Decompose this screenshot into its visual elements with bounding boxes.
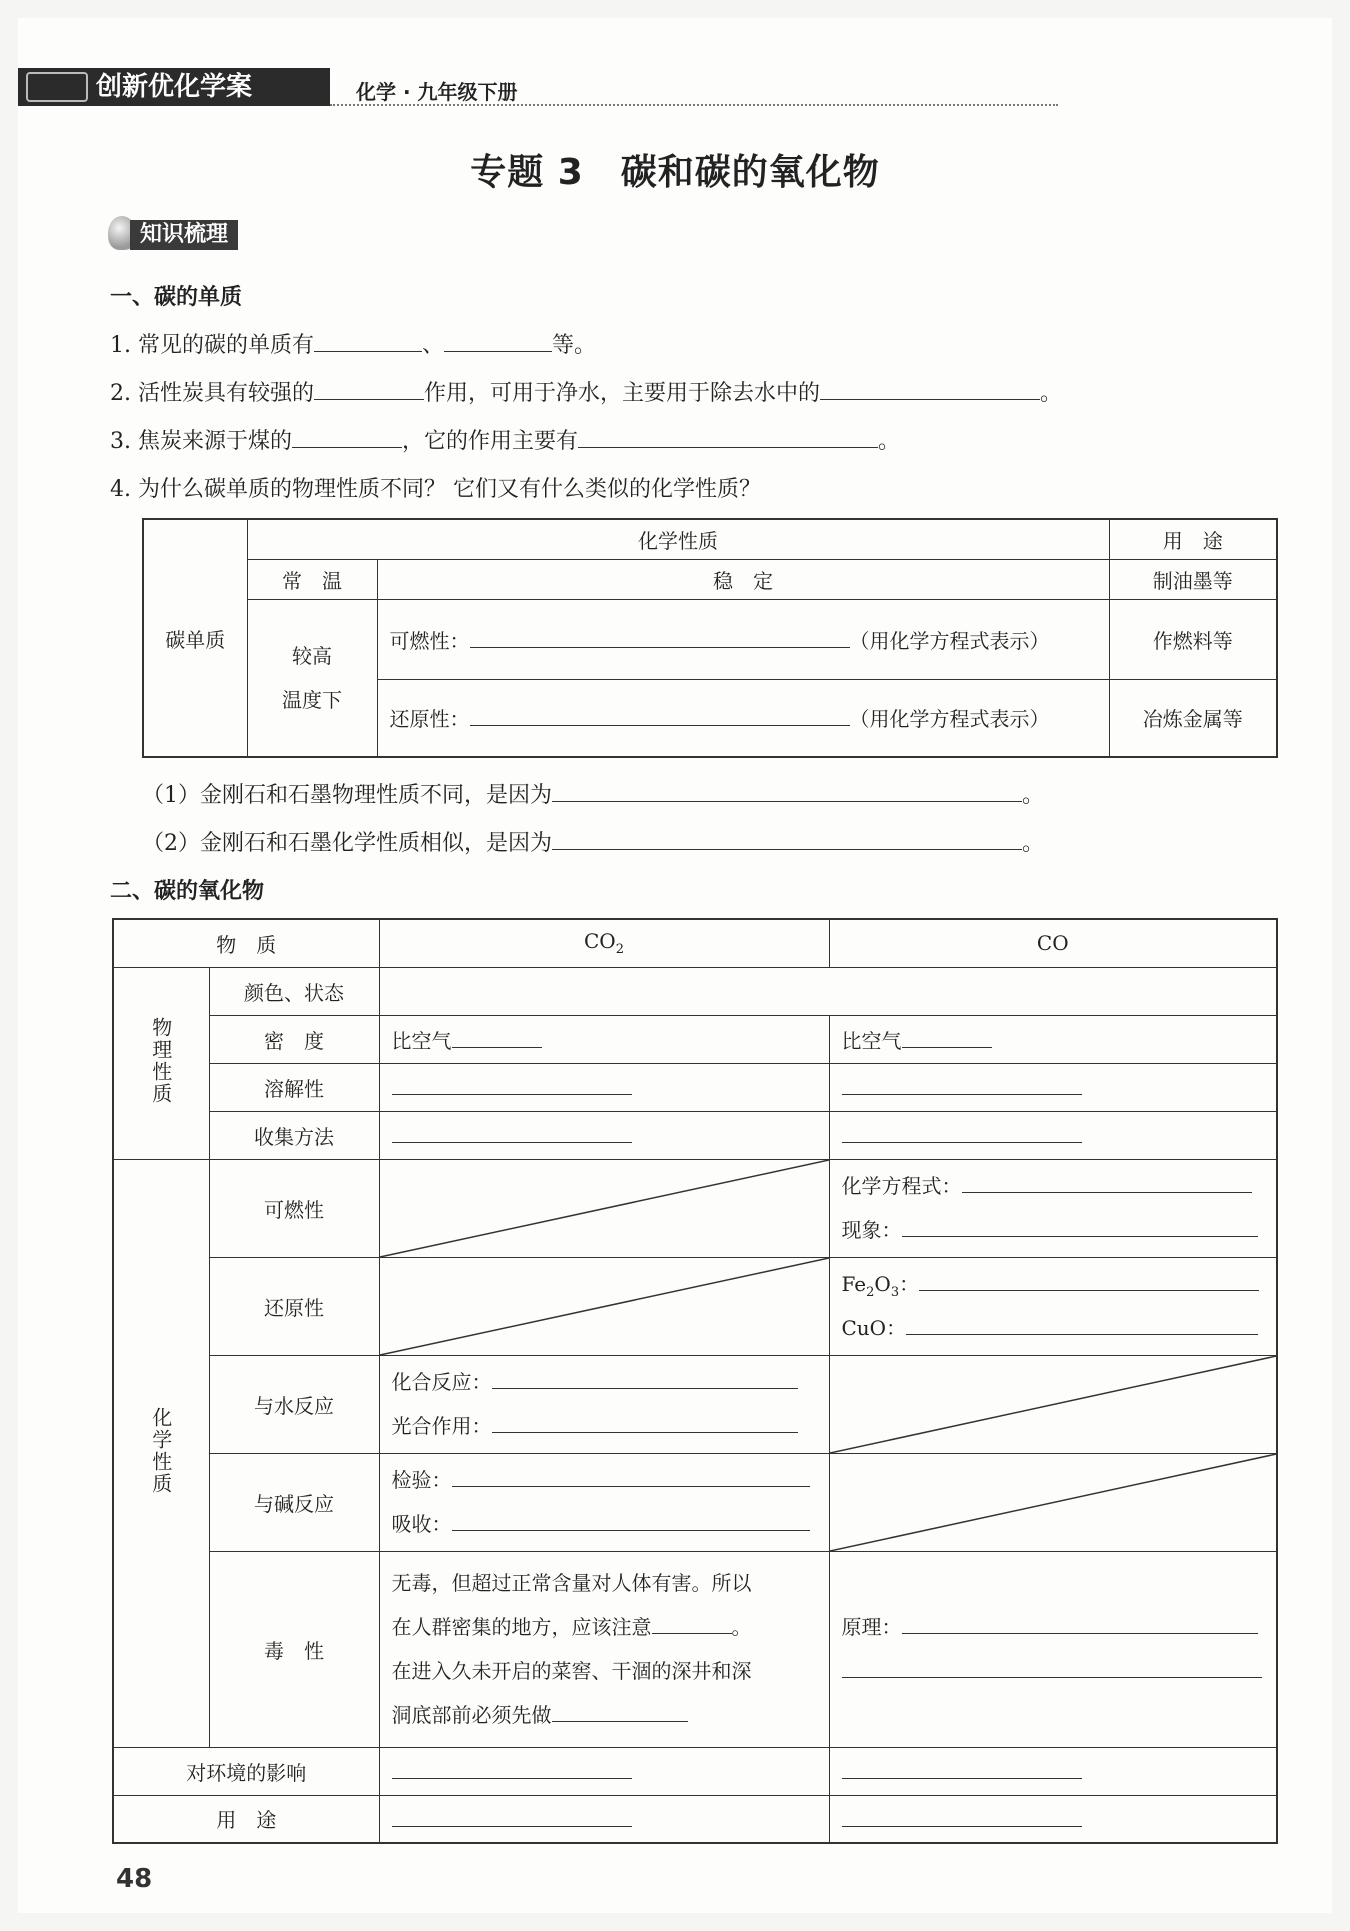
solubility-label: 溶解性	[209, 1063, 379, 1111]
answer-blank[interactable]	[492, 1412, 798, 1433]
answer-blank[interactable]	[392, 1806, 632, 1827]
diagonal-line	[380, 1160, 829, 1257]
equation-blank[interactable]	[470, 627, 850, 648]
subject-label: 化学 · 九年级下册	[356, 80, 518, 104]
answer-blank[interactable]	[820, 377, 1040, 400]
stable-label: 稳 定	[377, 559, 1109, 599]
answer-blank[interactable]	[842, 1657, 1262, 1678]
use-ink: 制油墨等	[1109, 559, 1277, 599]
answer-blank[interactable]	[452, 1027, 542, 1048]
collection-label: 收集方法	[209, 1111, 379, 1159]
answer-blank[interactable]	[842, 1806, 1082, 1827]
diagonal-line	[380, 1258, 829, 1355]
row-head-carbon-element: 碳单质	[143, 519, 247, 757]
color-state-label: 颜色、状态	[209, 967, 379, 1015]
co2-solubility-cell	[379, 1063, 829, 1111]
co-toxicity-cell: 原理：	[829, 1551, 1277, 1747]
brand-logo-icon	[26, 72, 88, 102]
co2-density-cell: 比空气	[379, 1015, 829, 1063]
equation-blank[interactable]	[470, 705, 850, 726]
question-1: 1. 常见的碳的单质有 、 等。	[110, 328, 596, 359]
diagonal-line	[830, 1454, 1277, 1551]
answer-blank[interactable]	[392, 1122, 632, 1143]
combustibility-label: 可燃性	[209, 1159, 379, 1257]
section-tag-label: 知识梳理	[130, 220, 238, 250]
combustibility-row: 可燃性： （用化学方程式表示）	[377, 599, 1109, 679]
high-temperature-label: 较高 温度下	[247, 599, 377, 757]
physical-properties-label: 物理性质	[113, 967, 209, 1159]
answer-blank[interactable]	[392, 1758, 632, 1779]
col-head-chemical-properties: 化学性质	[247, 519, 1109, 559]
answer-blank[interactable]	[492, 1368, 798, 1389]
color-state-cell[interactable]	[379, 967, 1277, 1015]
answer-blank[interactable]	[919, 1270, 1259, 1291]
col-head-uses: 用 途	[1109, 519, 1277, 559]
use-fuel: 作燃料等	[1109, 599, 1277, 679]
page-header	[18, 68, 1058, 108]
question-3: 3. 焦炭来源于煤的 ，它的作用主要有 。	[110, 424, 900, 455]
co2-combustibility-na	[379, 1159, 829, 1257]
answer-blank[interactable]	[842, 1122, 1082, 1143]
question-4: 4. 为什么碳单质的物理性质不同？ 它们又有什么类似的化学性质？	[110, 477, 761, 502]
page	[18, 18, 1332, 1913]
co-combustibility-cell: 化学方程式： 现象：	[829, 1159, 1277, 1257]
reducibility-row: 还原性： （用化学方程式表示）	[377, 679, 1109, 757]
co2-toxicity-cell: 无毒，但超过正常含量对人体有害。所以 在人群密集的地方，应该注意 。 在进入久未开启的菜窖、干涸的深井和深 洞底部前必须先做	[379, 1551, 829, 1747]
page-number: 48	[116, 1864, 153, 1894]
answer-blank[interactable]	[902, 1216, 1258, 1237]
answer-blank[interactable]	[578, 425, 878, 448]
sub-question-2: （2）金刚石和石墨化学性质相似，是因为 。	[142, 826, 1044, 857]
brand-banner	[18, 68, 330, 106]
co2-collection-cell	[379, 1111, 829, 1159]
answer-blank[interactable]	[392, 1074, 632, 1095]
co2-alkali-reaction-cell: 检验： 吸收：	[379, 1453, 829, 1551]
answer-blank[interactable]	[552, 1701, 688, 1722]
part1-heading: 一、碳的单质	[110, 285, 243, 310]
header-divider	[330, 104, 1058, 106]
use-smelting: 冶炼金属等	[1109, 679, 1277, 757]
co-header: CO	[829, 919, 1277, 967]
co2-water-reaction-cell: 化合反应： 光合作用：	[379, 1355, 829, 1453]
co-water-reaction-na	[829, 1355, 1277, 1453]
answer-blank[interactable]	[842, 1074, 1082, 1095]
co2-uses-cell	[379, 1795, 829, 1843]
answer-blank[interactable]	[314, 329, 422, 352]
alkali-reaction-label: 与碱反应	[209, 1453, 379, 1551]
co-uses-cell	[829, 1795, 1277, 1843]
answer-blank[interactable]	[842, 1758, 1082, 1779]
answer-blank[interactable]	[452, 1466, 810, 1487]
page-title: 专题 3 碳和碳的氧化物	[470, 152, 880, 193]
answer-blank[interactable]	[292, 425, 402, 448]
uses-label: 用 途	[113, 1795, 379, 1843]
environment-label: 对环境的影响	[113, 1747, 379, 1795]
co2-environment-cell	[379, 1747, 829, 1795]
answer-blank[interactable]	[902, 1027, 992, 1048]
carbon-oxides-table	[112, 918, 1278, 1844]
co-reducibility-cell: $Fe_2O_3$： CuO：	[829, 1257, 1277, 1355]
answer-blank[interactable]	[906, 1314, 1258, 1335]
normal-temperature-label: 常 温	[247, 559, 377, 599]
co2-header: $CO_2$	[379, 919, 829, 967]
answer-blank[interactable]	[444, 329, 552, 352]
answer-blank[interactable]	[452, 1510, 810, 1531]
part2-heading: 二、碳的氧化物	[110, 879, 265, 904]
substance-header: 物 质	[113, 919, 379, 967]
answer-blank[interactable]	[552, 827, 1022, 850]
brand-text: 创新优化学案	[96, 72, 253, 102]
co-alkali-reaction-na	[829, 1453, 1277, 1551]
answer-blank[interactable]	[962, 1172, 1252, 1193]
co-environment-cell	[829, 1747, 1277, 1795]
diagonal-line	[830, 1356, 1277, 1453]
co-collection-cell	[829, 1111, 1277, 1159]
density-label: 密 度	[209, 1015, 379, 1063]
carbon-element-table	[142, 518, 1278, 758]
answer-blank[interactable]	[652, 1613, 732, 1634]
toxicity-label: 毒 性	[209, 1551, 379, 1747]
sub-question-1: （1）金刚石和石墨物理性质不同，是因为 。	[142, 778, 1044, 809]
answer-blank[interactable]	[552, 779, 1022, 802]
chemical-properties-label: 化学性质	[113, 1159, 209, 1747]
question-2: 2. 活性炭具有较强的 作用，可用于净水，主要用于除去水中的 。	[110, 376, 1062, 407]
co2-reducibility-na	[379, 1257, 829, 1355]
reducibility-label: 还原性	[209, 1257, 379, 1355]
answer-blank[interactable]	[314, 377, 424, 400]
co-solubility-cell	[829, 1063, 1277, 1111]
answer-blank[interactable]	[902, 1613, 1258, 1634]
water-reaction-label: 与水反应	[209, 1355, 379, 1453]
co-density-cell: 比空气	[829, 1015, 1277, 1063]
